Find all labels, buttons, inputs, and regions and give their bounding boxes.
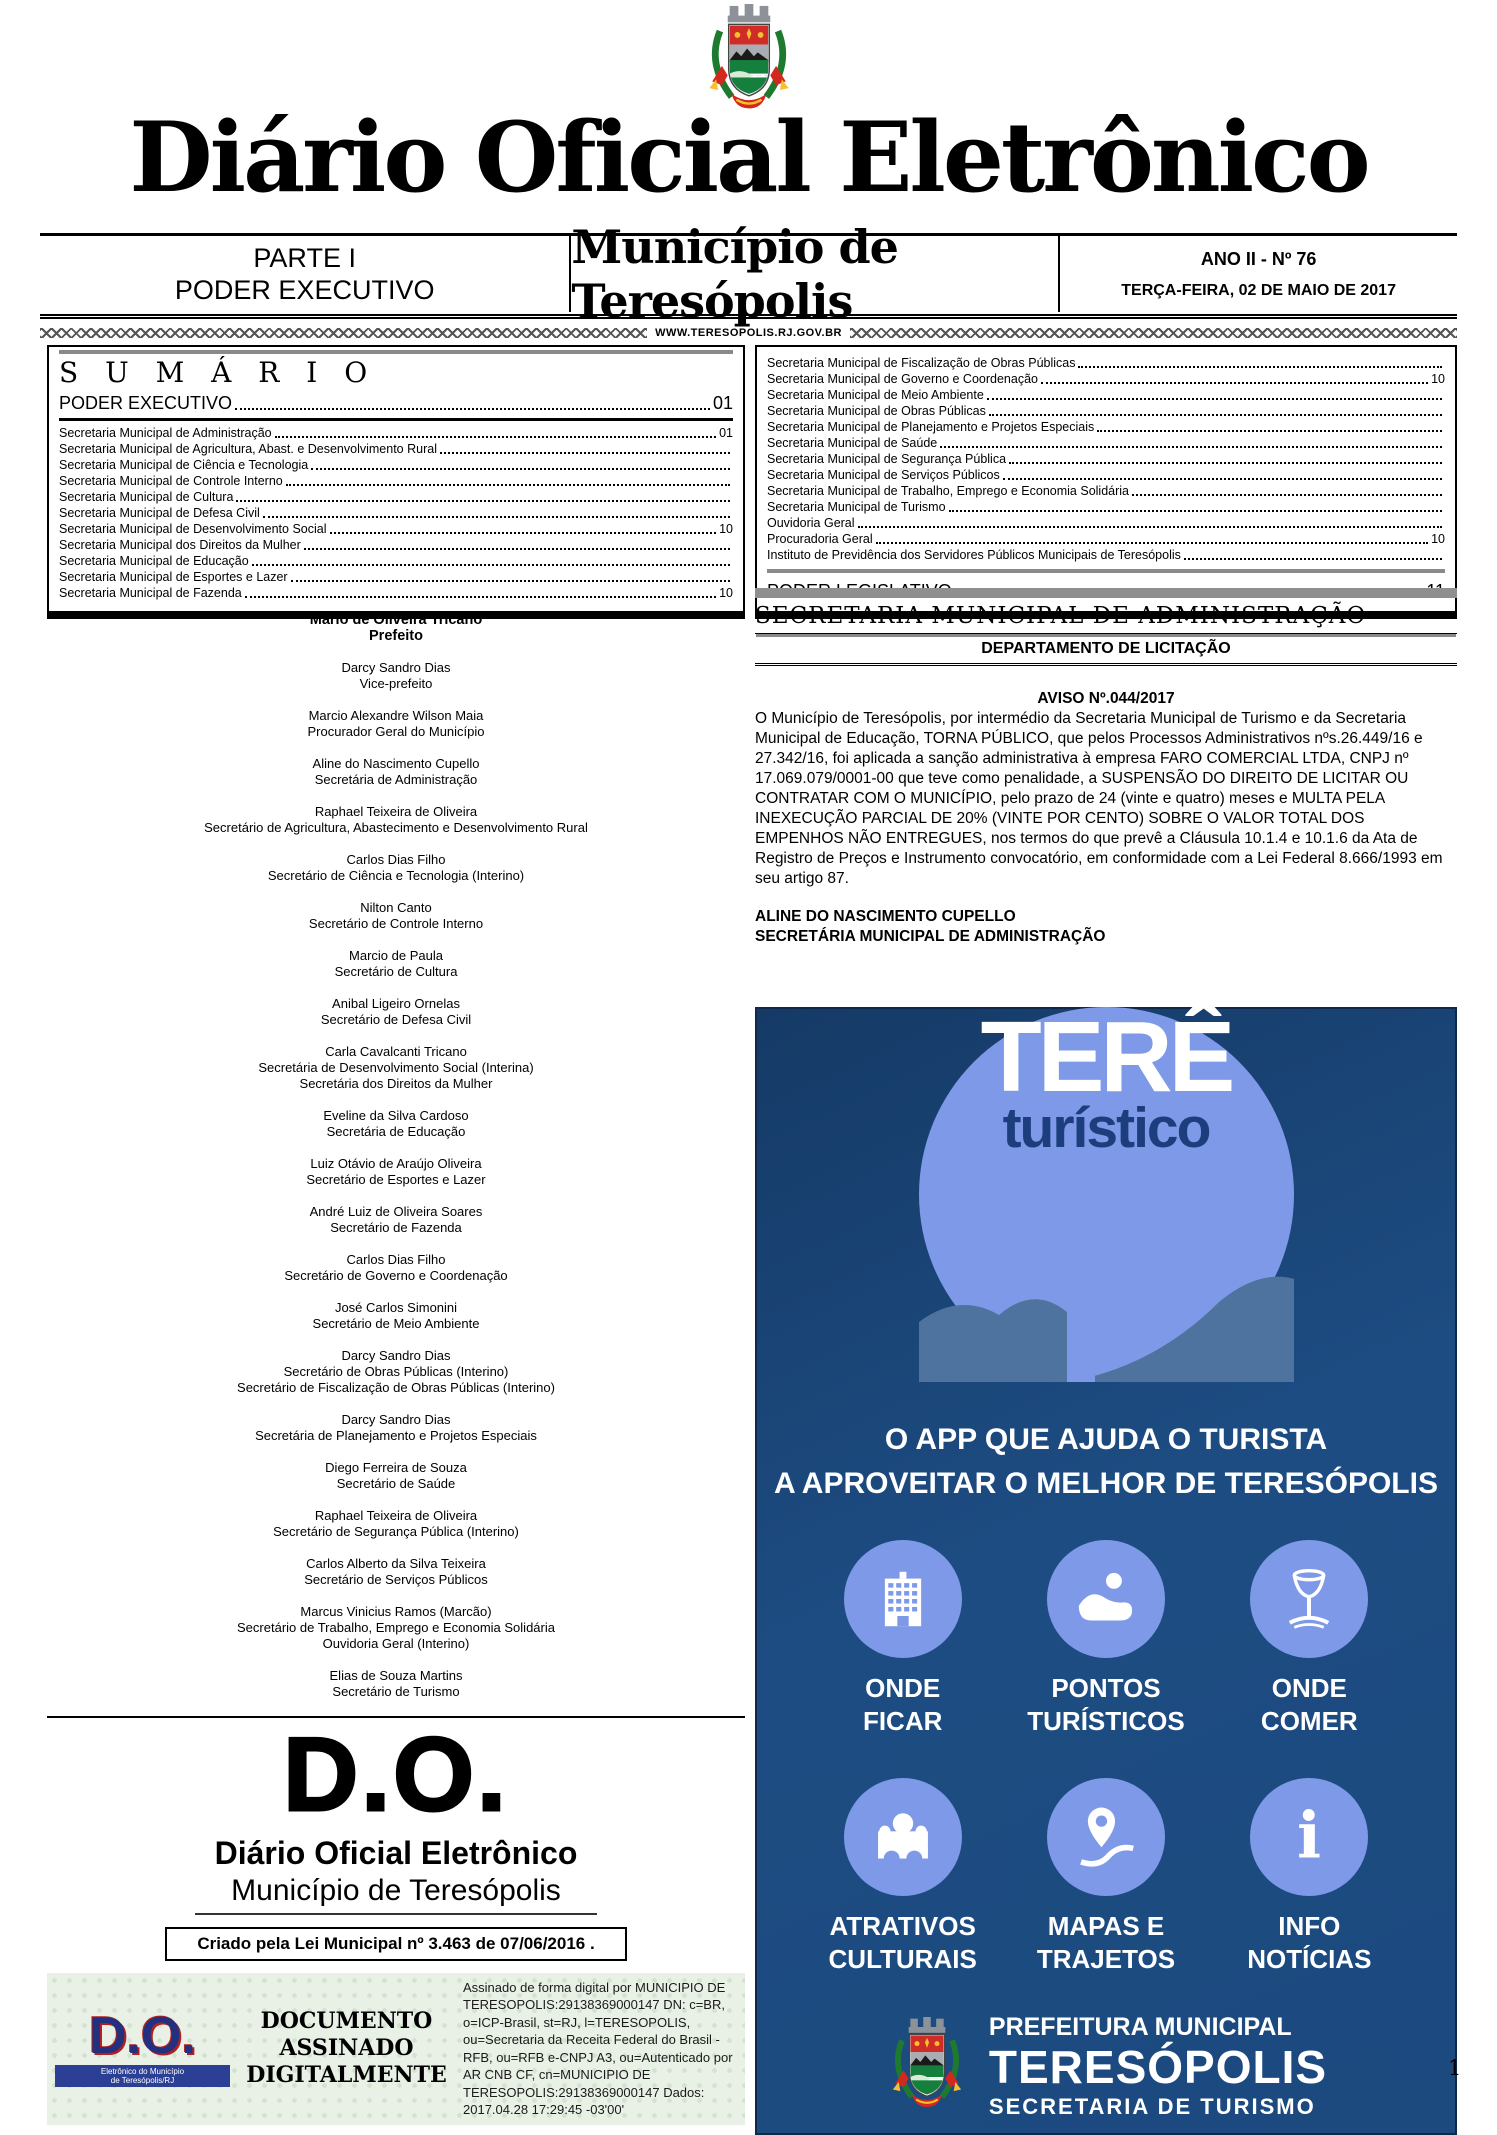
toc-label: Secretaria Municipal de Controle Interno xyxy=(59,474,283,488)
official-role: Secretário de Fazenda xyxy=(330,1220,462,1235)
official-role: Secretária dos Direitos da Mulher xyxy=(299,1076,493,1091)
official-entry xyxy=(47,852,745,884)
official-name: Darcy Sandro Dias xyxy=(341,1348,451,1363)
official-entry xyxy=(47,996,745,1028)
chain-ornament-right xyxy=(850,328,1457,338)
toc-item xyxy=(59,489,733,505)
ad-logo-subtitle: turístico xyxy=(1002,1096,1210,1160)
content-column xyxy=(755,588,1457,2135)
toc-page: 10 xyxy=(1431,372,1445,386)
do-law-box: Criado pela Lei Municipal nº 3.463 de 07/06/2016 . xyxy=(165,1927,626,1961)
official-entry xyxy=(47,1668,745,1700)
dot-leader xyxy=(1097,430,1442,432)
dot-leader xyxy=(440,452,730,454)
dot-leader xyxy=(311,468,730,470)
stamp-line2: ASSINADO xyxy=(279,2035,414,2062)
toc-item xyxy=(59,585,733,601)
feature-label: INFO NOTÍCIAS xyxy=(1247,1911,1372,1974)
toc-page: 01 xyxy=(719,426,733,440)
official-entry xyxy=(47,756,745,788)
official-role: Secretário de Segurança Pública (Interino) xyxy=(273,1524,519,1539)
gazette-title: Diário Oficial Eletrônico xyxy=(129,101,1368,214)
official-name: Carlos Alberto da Silva Teixeira xyxy=(306,1556,486,1571)
official-name: Marcio de Paula xyxy=(349,948,443,963)
official-role: Procurador Geral do Município xyxy=(307,724,485,739)
signer-name: ALINE DO NASCIMENTO CUPELLO xyxy=(755,908,1016,925)
toc-item xyxy=(767,531,1445,547)
tourist-spots-icon xyxy=(1047,1540,1165,1658)
toc-separator xyxy=(767,569,1445,573)
official-role: Secretária de Educação xyxy=(326,1124,466,1139)
dot-leader xyxy=(275,436,716,438)
part-block xyxy=(40,236,571,312)
logo-caption-line2: de Teresópolis/RJ xyxy=(110,2076,175,2086)
masthead-subheader xyxy=(40,220,1457,328)
ad-footer-line2: TERESÓPOLIS xyxy=(988,2041,1328,2093)
toc-item xyxy=(59,521,733,537)
official-name: Aline do Nascimento Cupello xyxy=(312,756,480,771)
official-role: Secretário de Meio Ambiente xyxy=(312,1316,480,1331)
toc-label: Procuradoria Geral xyxy=(767,532,873,546)
toc-item xyxy=(59,473,733,489)
toc-page: 10 xyxy=(719,586,733,600)
official-role: Secretário de Governo e Coordenação xyxy=(284,1268,508,1283)
toc-item xyxy=(767,499,1445,515)
toc-item xyxy=(767,371,1445,387)
official-role: Secretário de Obras Públicas (Interino) xyxy=(283,1364,509,1379)
official-role: Secretário de Esportes e Lazer xyxy=(306,1172,486,1187)
official-role: Secretário de Agricultura, Abastecimento e Desenvolvimento Rural xyxy=(204,820,588,835)
official-entry xyxy=(47,708,745,740)
official-role: Secretário de Trabalho, Emprego e Economia Solidária xyxy=(237,1620,555,1635)
feature-info-noticias xyxy=(1208,1778,1411,1976)
feature-mapas-trajetos xyxy=(1004,1778,1207,1976)
dot-leader xyxy=(989,414,1442,416)
toc-label: Secretaria Municipal de Esportes e Lazer xyxy=(59,570,288,584)
hotel-icon xyxy=(844,1540,962,1658)
officials-column xyxy=(47,612,745,2125)
official-entry xyxy=(47,660,745,692)
official-entry xyxy=(47,1044,745,1092)
toc-label: Secretaria Municipal de Serviços Públicos xyxy=(767,468,1000,482)
toc-item xyxy=(767,355,1445,371)
official-role: Secretário de Serviços Públicos xyxy=(304,1572,488,1587)
official-name: Raphael Teixeira de Oliveira xyxy=(314,1508,478,1523)
official-role: Secretária de Administração xyxy=(314,772,478,787)
stamp-line3: DIGITALMENTE xyxy=(246,2062,447,2089)
official-name: Carlos Dias Filho xyxy=(346,852,446,867)
toc-label: Secretaria Municipal de Ciência e Tecnologia xyxy=(59,458,309,472)
mountains-icon xyxy=(919,1217,1294,1382)
toc-heading-rule xyxy=(59,418,733,421)
toc-item xyxy=(767,435,1445,451)
official-name: Eveline da Silva Cardoso xyxy=(323,1108,469,1123)
toc-executive-heading xyxy=(59,391,733,415)
official-role: Secretário de Turismo xyxy=(332,1684,460,1699)
official-entry xyxy=(47,1460,745,1492)
toc-page: 10 xyxy=(1431,532,1445,546)
wine-glass-icon xyxy=(1250,1540,1368,1658)
dot-leader xyxy=(1009,462,1442,464)
official-entry xyxy=(47,900,745,932)
toc-label: Secretaria Municipal de Agricultura, Abast. e Desenvolvimento Rural xyxy=(59,442,437,456)
official-entry xyxy=(47,1604,745,1652)
official-entry xyxy=(47,1252,745,1284)
toc-label: Secretaria Municipal de Planejamento e Projetos Especiais xyxy=(767,420,1095,434)
dot-leader xyxy=(330,532,717,534)
official-entry xyxy=(47,804,745,836)
notice-body: O Município de Teresópolis, por intermédio da Secretaria Municipal de Turismo e da Secretaria Municipal de Educação, TORNA PÚBLICO, que pelos Processos Administrativos nºs.26.449/16 e 27.342/16, foi aplicada a sanção administrativa à empresa FARO COMERCIAL LTDA, CNPJ nº 17.069.079/0001-00 que teve como penalidade, a SUSPENSÃO DO DIREITO DE LICITAR OU CONTRATAR COM O MUNICÍPIO, pelo prazo de 24 (vinte e quatro) meses e MULTA PELA INEXECUÇÃO PARCIAL DE 20% (VINTE POR CENTO) SOBRE O VALOR TOTAL DOS EMPENHOS NÃO ENTREGUES, nos termos do que prevê a Cláusula 10.1.4 e 10.1.6 da Ata de Registro de Preços e Instrumento convocatório, em conformidade com a Lei Federal 8.666/1993 em seu artigo 87. xyxy=(755,710,1443,887)
dot-leader xyxy=(235,408,710,410)
official-name: Darcy Sandro Dias xyxy=(341,1412,451,1427)
official-role: Secretário de Fiscalização de Obras Públicas (Interino) xyxy=(237,1380,555,1395)
toc-label: Secretaria Municipal de Turismo xyxy=(767,500,946,514)
svg-text:i: i xyxy=(1297,1797,1322,1873)
toc-label: PODER EXECUTIVO xyxy=(59,393,233,413)
dot-leader xyxy=(1078,366,1442,368)
official-role: Secretário de Defesa Civil xyxy=(320,1012,472,1027)
dot-leader xyxy=(987,398,1442,400)
toc-item xyxy=(767,451,1445,467)
summary-title: S U M Á R I O xyxy=(59,356,377,389)
official-name: Nilton Canto xyxy=(360,900,432,915)
official-role: Secretário de Ciência e Tecnologia (Interino) xyxy=(267,868,525,883)
toc-item xyxy=(767,547,1445,563)
website-band xyxy=(40,326,1457,339)
toc-label: Secretaria Municipal de Segurança Pública xyxy=(767,452,1007,466)
section-gray-bar xyxy=(755,588,1457,598)
toc-item xyxy=(767,483,1445,499)
official-name: Anibal Ligeiro Ornelas xyxy=(332,996,460,1011)
official-role: Secretário de Controle Interno xyxy=(308,916,484,931)
toc-label: Secretaria Municipal de Saúde xyxy=(767,436,938,450)
subheader-rule xyxy=(40,314,1457,319)
notice-signer xyxy=(755,907,1457,947)
official-entry xyxy=(47,1108,745,1140)
dot-leader xyxy=(263,516,730,518)
feature-label: ONDE FICAR xyxy=(862,1673,943,1736)
summary-left-box xyxy=(47,345,745,619)
municipality-title: Município de Teresópolis xyxy=(571,236,1060,312)
official-name: André Luiz de Oliveira Soares xyxy=(309,1204,483,1219)
dot-leader xyxy=(304,548,730,550)
teresopolis-coat-of-arms-icon xyxy=(885,2017,969,2117)
official-name: Marcus Vinicius Ramos (Marcão) xyxy=(300,1604,492,1619)
toc-page: 10 xyxy=(719,522,733,536)
summary-right-box xyxy=(755,345,1457,619)
official-entry xyxy=(47,1508,745,1540)
toc-item xyxy=(59,441,733,457)
official-role: Vice-prefeito xyxy=(359,676,433,691)
do-stamp-logo xyxy=(55,2007,230,2087)
toc-label: Secretaria Municipal de Desenvolvimento Social xyxy=(59,522,327,536)
official-role: Ouvidoria Geral (Interino) xyxy=(322,1636,470,1651)
tourism-app-ad xyxy=(755,1001,1457,2135)
ad-footer-line1: PREFEITURA MUNICIPAL xyxy=(988,2013,1292,2041)
toc-item xyxy=(59,537,733,553)
official-name: Darcy Sandro Dias xyxy=(341,660,451,675)
ad-taglines xyxy=(755,1418,1457,1506)
official-name: José Carlos Simonini xyxy=(334,1300,458,1315)
page-number: 1 xyxy=(1448,2056,1462,2080)
official-role: Secretário de Cultura xyxy=(334,964,458,979)
signature-details: Assinado de forma digital por MUNICIPIO DE TERESOPOLIS:29138369000147 DN: c=BR, o=ICP-Brasil, st=RJ, l=TERESOPOLIS, ou=Secretaria da Receita Federal do Brasil - RFB, ou=RFB e-CNPJ A3, ou=Autenticado por AR CNB CF, cn=MUNICIPIO DE TERESOPOLIS:29138369000147 Dados: 2017.04.28 17:29:45 -03'00' xyxy=(463,1979,733,2118)
part-line1: PARTE I xyxy=(253,243,356,273)
official-entry xyxy=(47,1348,745,1396)
ad-logo-title: TERÊ xyxy=(980,1001,1232,1113)
ad-feature-grid xyxy=(755,1540,1457,1976)
toc-label: Ouvidoria Geral xyxy=(767,516,855,530)
feature-atrativos-culturais xyxy=(801,1778,1004,1976)
official-name: Carla Cavalcanti Tricano xyxy=(325,1044,467,1059)
official-entry xyxy=(47,1556,745,1588)
ad-tagline2: A APROVEITAR O MELHOR DE TERESÓPOLIS xyxy=(774,1467,1438,1500)
do-stamp-logo-letters: D.O. xyxy=(89,2007,196,2066)
official-entry xyxy=(47,1412,745,1444)
feature-onde-ficar xyxy=(801,1540,1004,1738)
edition-block xyxy=(1060,236,1457,312)
official-entry xyxy=(47,612,745,644)
toc-item xyxy=(767,387,1445,403)
feature-pontos-turisticos xyxy=(1004,1540,1207,1738)
official-role: Prefeito xyxy=(369,628,423,644)
toc-item xyxy=(59,505,733,521)
feature-label: PONTOS TURÍSTICOS xyxy=(1027,1673,1185,1736)
official-entry xyxy=(47,948,745,980)
summary-section xyxy=(47,345,1457,619)
official-name: Luiz Otávio de Araújo Oliveira xyxy=(310,1156,482,1171)
toc-label: Instituto de Previdência dos Servidores Públicos Municipais de Teresópolis xyxy=(767,548,1181,562)
dot-leader xyxy=(1132,494,1442,496)
official-name: Marcio Alexandre Wilson Maia xyxy=(308,708,484,723)
ad-footer-line3: SECRETARIA DE TURISMO xyxy=(988,2094,1316,2119)
map-pin-route-icon xyxy=(1047,1778,1165,1896)
toc-item xyxy=(59,425,733,441)
digital-signature-block xyxy=(47,1973,745,2125)
notice-title: AVISO Nº.044/2017 xyxy=(1037,690,1175,707)
toc-item xyxy=(59,569,733,585)
dot-leader xyxy=(236,500,730,502)
dot-leader xyxy=(1003,478,1442,480)
official-name: Mario de Oliveira Tricano xyxy=(309,612,483,628)
toc-item xyxy=(767,419,1445,435)
toc-label: Secretaria Municipal de Educação xyxy=(59,554,249,568)
dot-leader xyxy=(1184,558,1442,560)
official-role: Secretário de Saúde xyxy=(336,1476,456,1491)
section-title: SECRETARIA MUNICIPAL DE ADMINISTRAÇÃO xyxy=(755,603,1457,634)
stamp-line1: DOCUMENTO xyxy=(260,2008,433,2035)
feature-label: ONDE COMER xyxy=(1260,1673,1358,1736)
official-entry xyxy=(47,1204,745,1236)
toc-item xyxy=(59,553,733,569)
toc-label: Secretaria Municipal de Cultura xyxy=(59,490,234,504)
toc-label: Secretaria Municipal de Fazenda xyxy=(59,586,242,600)
dot-leader xyxy=(1041,382,1428,384)
official-name: Diego Ferreira de Souza xyxy=(325,1460,467,1475)
toc-label: Secretaria Municipal de Obras Públicas xyxy=(767,404,986,418)
official-name: Elias de Souza Martins xyxy=(329,1668,463,1683)
dot-leader xyxy=(949,510,1442,512)
ad-tagline1: O APP QUE AJUDA O TURISTA xyxy=(884,1423,1328,1456)
official-name: Raphael Teixeira de Oliveira xyxy=(314,804,478,819)
part-line2: PODER EXECUTIVO xyxy=(174,275,435,305)
official-entry xyxy=(47,1300,745,1332)
do-acronym: D.O. xyxy=(283,1717,509,1833)
toc-item xyxy=(767,403,1445,419)
signed-stamp-text xyxy=(244,2008,449,2089)
department-heading: DEPARTAMENTO DE LICITAÇÃO xyxy=(755,634,1457,666)
edition-number: ANO II - Nº 76 xyxy=(1200,248,1317,269)
toc-item xyxy=(767,515,1445,531)
toc-label: Secretaria Municipal de Defesa Civil xyxy=(59,506,260,520)
do-stamp-logo-caption xyxy=(55,2065,230,2087)
toc-item xyxy=(767,467,1445,483)
dot-leader xyxy=(252,564,730,566)
website-url: WWW.TERESOPOLIS.RJ.GOV.BR xyxy=(655,326,842,339)
tere-turistico-logo xyxy=(919,1001,1294,1382)
toc-label: Secretaria Municipal dos Direitos da Mulher xyxy=(59,538,301,552)
dot-leader xyxy=(876,542,1428,544)
feature-label: MAPAS E TRAJETOS xyxy=(1036,1911,1176,1974)
summary-inner-rule xyxy=(59,350,733,354)
dot-leader xyxy=(291,580,730,582)
toc-label: Secretaria Municipal de Administração xyxy=(59,426,272,440)
toc-label: Secretaria Municipal de Trabalho, Emprego e Economia Solidária xyxy=(767,484,1129,498)
ad-footer xyxy=(755,2012,1457,2122)
feature-onde-comer xyxy=(1208,1540,1411,1738)
chain-ornament-left xyxy=(40,328,647,338)
ad-footer-text xyxy=(989,2012,1327,2122)
official-role: Secretária de Planejamento e Projetos Especiais xyxy=(255,1428,537,1443)
toc-label: Secretaria Municipal de Fiscalização de Obras Públicas xyxy=(767,356,1076,370)
logo-caption-line1: Eletrônico do Município xyxy=(100,2067,185,2077)
do-subtitle: Município de Teresópolis xyxy=(195,1872,597,1915)
signer-role: SECRETÁRIA MUNICIPAL DE ADMINISTRAÇÃO xyxy=(755,928,1106,945)
toc-label: Secretaria Municipal de Governo e Coordenação xyxy=(767,372,1038,386)
edition-date: TERÇA-FEIRA, 02 DE MAIO DE 2017 xyxy=(1121,281,1396,299)
dot-leader xyxy=(858,526,1442,528)
official-entry xyxy=(47,1156,745,1188)
official-name: Carlos Dias Filho xyxy=(346,1252,446,1267)
official-role: Secretária de Desenvolvimento Social (Interina) xyxy=(258,1060,534,1075)
feature-label: ATRATIVOS CULTURAIS xyxy=(828,1911,977,1974)
do-title: Diário Oficial Eletrônico xyxy=(214,1834,578,1871)
toc-page: 01 xyxy=(712,393,733,413)
dot-leader xyxy=(245,596,716,598)
dot-leader xyxy=(940,446,1442,448)
toc-item xyxy=(59,457,733,473)
toc-label: Secretaria Municipal de Meio Ambiente xyxy=(767,388,984,402)
dot-leader xyxy=(286,484,730,486)
info-icon xyxy=(1250,1778,1368,1896)
cultural-arches-icon xyxy=(844,1778,962,1896)
